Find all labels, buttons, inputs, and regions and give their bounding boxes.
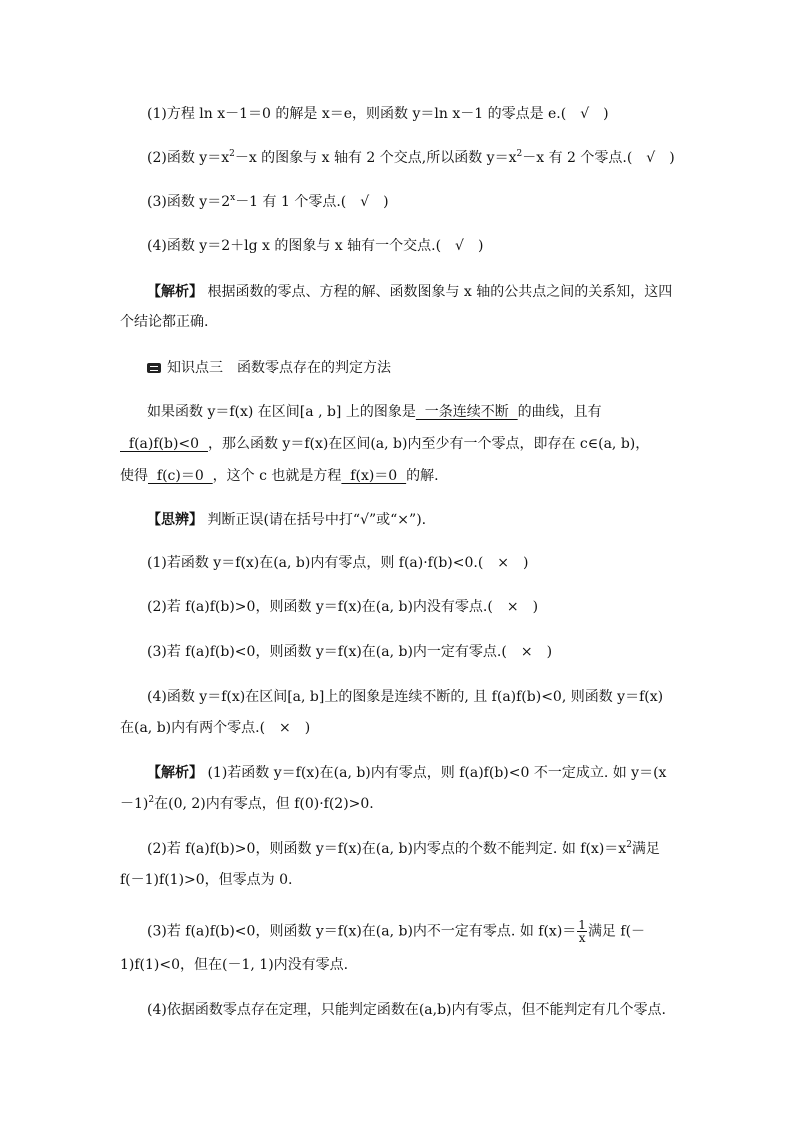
a1-line2-text-b: 在(0, 2)内有零点，但 f(0)·f(2)>0. xyxy=(154,796,374,812)
p3-text-c: 的解. xyxy=(406,468,439,484)
sibian-question-2: (2)若 f(a)f(b)>0，则函数 y＝f(x)在(a, b)内没有零点.( × ) xyxy=(147,599,539,615)
analysis-2-line-2 xyxy=(120,794,374,816)
sibian-question-1: (1)若函数 y＝f(x)在(a, b)内有零点，则 f(a)·f(b)<0.( × ) xyxy=(147,555,529,571)
knowledge-point-title-text: 知识点三 函数零点存在的判定方法 xyxy=(167,360,391,376)
judgement-item-1: (1)方程 ln x－1＝0 的解是 x＝e，则函数 y＝ln x－1 的零点是 e.( √ ) xyxy=(147,106,609,122)
analysis-2-item-3-line-2: 1)f(1)<0，但在(－1, 1)内没有零点. xyxy=(120,957,349,973)
analysis-2-line-1 xyxy=(147,763,666,783)
sibian-tag: 【思辨】 xyxy=(147,512,203,528)
a1-line2-text-a: －1) xyxy=(120,796,149,812)
answer-blank-continuous: 一条连续不断 xyxy=(415,404,518,420)
knowledge-paragraph-line-3 xyxy=(120,466,439,486)
analysis-2-a1-text: (1)若函数 y＝f(x)在(a, b)内有零点，则 f(a)f(b)<0 不一定成立. 如 y＝(x xyxy=(203,765,667,781)
item2-superscript-2: 2 xyxy=(516,149,523,159)
p1-text-b: 的曲线，且有 xyxy=(517,404,602,420)
sibian-question-4-line-1: (4)函数 y＝f(x)在区间[a, b]上的图象是连续不断的, 且 f(a)f(b)<0, 则函数 y＝f(x) xyxy=(147,689,664,705)
judgement-item-2 xyxy=(147,148,675,170)
analysis-2-item-2-line-2: f(－1)f(1)>0，但零点为 0. xyxy=(120,872,293,888)
knowledge-paragraph-line-1 xyxy=(147,402,602,422)
p1-text-a: 如果函数 y＝f(x) 在区间[a , b] 上的图象是 xyxy=(147,404,416,420)
p3-text-a: 使得 xyxy=(120,468,148,484)
analysis-text: 根据函数的零点、方程的解、函数图象与 x 轴的公共点之间的关系知，这四 xyxy=(203,284,673,300)
item2-superscript-1: 2 xyxy=(229,149,235,159)
answer-blank-sign-condition: f(a)f(b)<0 xyxy=(120,436,208,452)
fraction-numerator: 1 xyxy=(578,918,586,932)
fraction-one-over-x xyxy=(577,919,587,944)
analysis-2-item-3-line-1 xyxy=(147,919,645,944)
judgement-item-3 xyxy=(147,192,389,214)
a1-line2-superscript: 2 xyxy=(148,795,155,805)
analysis-tag: 【解析】 xyxy=(147,284,203,300)
a3-text-a: (3)若 f(a)f(b)<0，则函数 y＝f(x)在(a, b)内不一定有零点. 如 f(x)＝ xyxy=(147,923,577,940)
answer-blank-fc: f(c)＝0 xyxy=(148,468,213,484)
sibian-heading xyxy=(147,510,426,530)
analysis-2-item-2-line-1 xyxy=(147,839,660,861)
p3-text-b: ，这个 c 也就是方程 xyxy=(212,468,342,484)
item2-text-a: (2)函数 y＝x xyxy=(147,150,230,166)
item2-text-c: －x 有 2 个零点.( √ ) xyxy=(522,150,675,166)
sibian-question-3: (3)若 f(a)f(b)<0，则函数 y＝f(x)在(a, b)内一定有零点.( × ) xyxy=(147,644,553,660)
sibian-question-4-line-2: 在(a, b)内有两个零点.( × ) xyxy=(120,720,311,736)
item3-text-b: －1 有 1 个零点.( √ ) xyxy=(235,194,389,210)
a2-text-b: 满足 xyxy=(631,841,660,857)
fraction-denominator: x xyxy=(578,931,586,945)
analysis-2-tag: 【解析】 xyxy=(147,765,203,781)
analysis-1-line-2: 个结论都正确. xyxy=(120,314,209,330)
a2-superscript: 2 xyxy=(626,840,632,850)
item3-superscript: x xyxy=(230,193,236,203)
analysis-2-item-4: (4)依据函数零点存在定理，只能判定函数在(a,b)内有零点，但不能判定有几个零点. xyxy=(147,1002,666,1018)
item3-text-a: (3)函数 y＝2 xyxy=(147,194,231,210)
sibian-intro: 判断正误(请在括号中打“√”或“×”). xyxy=(203,512,427,528)
judgement-item-4: (4)函数 y＝2＋lg x 的图象与 x 轴有一个交点.( √ ) xyxy=(147,238,484,254)
answer-blank-fx: f(x)＝0 xyxy=(341,468,407,484)
a2-text-a: (2)若 f(a)f(b)>0，则函数 y＝f(x)在(a, b)内零点的个数不能判定. 如 f(x)＝x xyxy=(147,841,627,857)
a3-text-b: 满足 f(－ xyxy=(587,923,646,940)
item2-text-b: －x 的图象与 x 轴有 2 个交点,所以函数 y＝x xyxy=(234,150,517,166)
knowledge-point-icon xyxy=(147,363,161,373)
knowledge-paragraph-line-2 xyxy=(120,434,649,454)
p2-text: ，那么函数 y＝f(x)在区间(a, b)内至少有一个零点，即存在 c∈(a, b)， xyxy=(207,436,650,452)
knowledge-point-title xyxy=(147,358,391,378)
analysis-1-line-1 xyxy=(147,282,672,302)
